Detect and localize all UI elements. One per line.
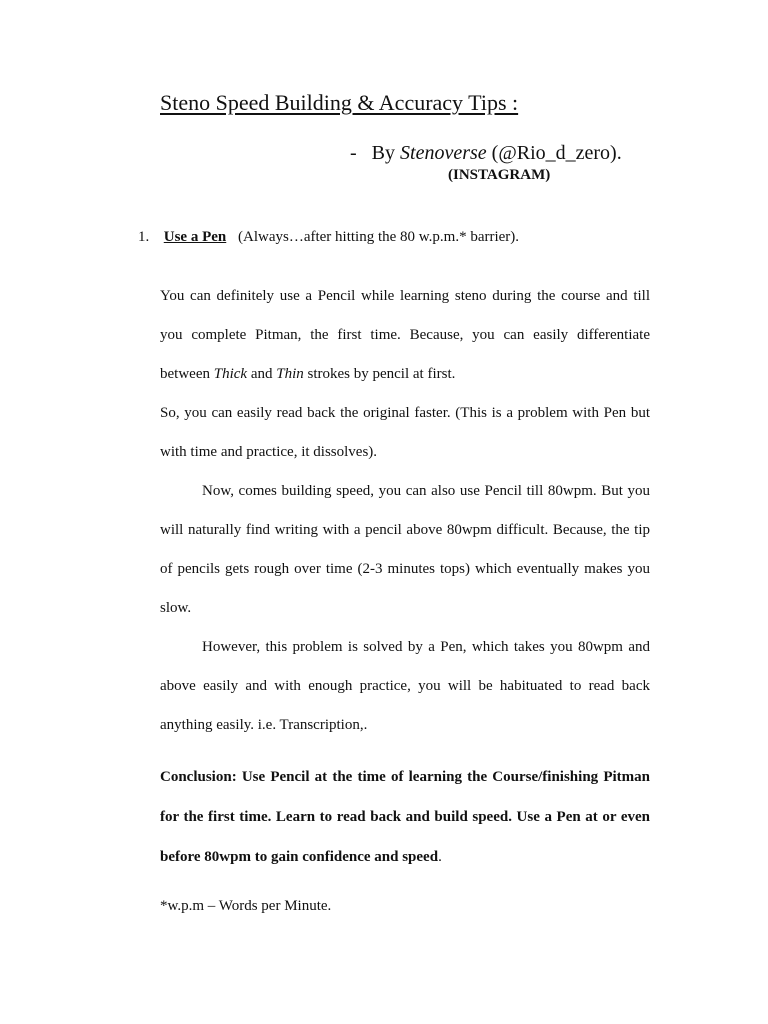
conclusion	[160, 757, 650, 877]
paragraph-1-text: You can definitely use a Pencil while learning steno during the course and till you complete Pitman, the first time. Because, you can easily differentiate between	[160, 288, 650, 382]
tip-1-heading-line	[138, 229, 519, 246]
conclusion-text: Conclusion: Use Pencil at the time of learning the Course/finishing Pitman for the first time. Learn to read back and build speed. Use a Pen at or even before 80wpm to gain confidence and speed	[160, 769, 650, 865]
byline-author: Stenoverse	[400, 142, 487, 164]
byline	[350, 142, 622, 165]
tip-number: 1.	[138, 229, 150, 245]
paragraph-1	[160, 277, 650, 394]
platform-label: (INSTAGRAM)	[448, 167, 551, 183]
byline-handle: (@Rio_d_zero).	[491, 142, 622, 164]
tip-note: (Always…after hitting the 80 w.p.m.* barrier).	[238, 229, 520, 245]
document-title: Steno Speed Building & Accuracy Tips :	[160, 90, 519, 115]
word-and: and	[250, 366, 273, 382]
paragraph-3: Now, comes building speed, you can also use Pencil till 80wpm. But you will naturally find writing with a pencil above 80wpm difficult. Because, the tip of pencils gets rough over time (2-3 minutes tops) which eventually makes you slow.	[160, 483, 650, 616]
paragraph-2: So, you can easily read back the original faster. (This is a problem with Pen but with time and practice, it dissolves).	[160, 405, 650, 460]
byline-dash: -	[350, 142, 357, 164]
conclusion-period: .	[438, 849, 442, 865]
word-thick: Thick	[213, 366, 248, 382]
word-thin: Thin	[276, 366, 304, 382]
paragraph-1-end: strokes by pencil at first.	[307, 366, 456, 382]
byline-by: By	[371, 142, 396, 164]
footnote: *w.p.m – Words per Minute.	[160, 898, 332, 914]
tip-heading: Use a Pen	[163, 229, 227, 245]
paragraph-4: However, this problem is solved by a Pen, which takes you 80wpm and above easily and with enough practice, you will be habituated to read back anything easily. i.e. Transcription,.	[160, 639, 650, 733]
tip-1-body	[160, 277, 650, 745]
